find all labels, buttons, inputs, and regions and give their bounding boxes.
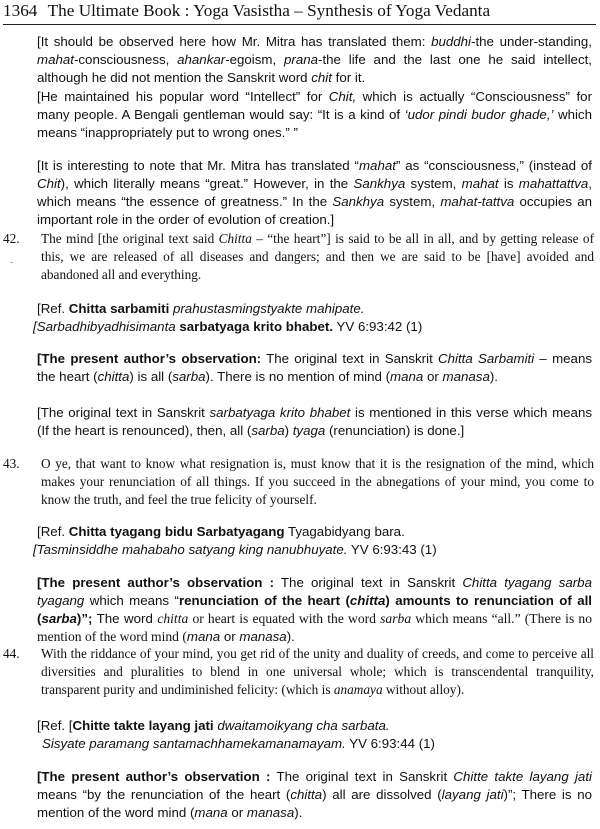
comment-mahat-note bbox=[37, 157, 592, 229]
bold-term: sarbatyaga krito bhabet. bbox=[179, 319, 334, 334]
italic-term: Sankhya bbox=[353, 176, 406, 191]
text: The original text in Sanskrit bbox=[274, 575, 463, 590]
reference-line-2 bbox=[42, 735, 592, 753]
italic-term: mana bbox=[390, 369, 424, 384]
text: The original text in Sanskrit bbox=[261, 351, 439, 366]
text: ) bbox=[284, 423, 293, 438]
italic-term: ‘udor pindi budor ghade,’ bbox=[404, 107, 554, 122]
verse-42 bbox=[0, 230, 600, 290]
text: [Ref. bbox=[37, 524, 69, 539]
text: ) is all ( bbox=[129, 369, 173, 384]
comment-author-observation-44 bbox=[37, 768, 592, 822]
italic-term: mana bbox=[194, 805, 228, 820]
italic-term: sarba bbox=[380, 611, 412, 626]
bold-text: )”; bbox=[76, 611, 93, 626]
text: [The original text in Sanskrit bbox=[37, 405, 210, 420]
italic-term: buddhi bbox=[431, 34, 472, 49]
bold-italic-term: chitta bbox=[349, 593, 386, 608]
text: [He maintained his popular word “Intellect” for bbox=[37, 89, 329, 104]
text: )”; There is no mention of the word mind ( bbox=[37, 787, 592, 820]
italic-term: manasa bbox=[442, 369, 490, 384]
text: ). bbox=[286, 629, 295, 644]
italic-term: mahat bbox=[37, 52, 74, 67]
text: -the life and the last one he said intellect, although he did not mention the Sanskrit word bbox=[37, 52, 592, 85]
text: occupies an important role in the order of evolution of creation.] bbox=[37, 194, 592, 227]
bold-text: ) amounts to renunciation of all ( bbox=[37, 593, 592, 626]
text: which means “all.” (There is no mention of the word mind ( bbox=[37, 611, 592, 644]
reference-line-1 bbox=[37, 523, 592, 541]
italic-term: sarbatyaga krito bhabet bbox=[209, 405, 351, 420]
text: system, bbox=[384, 194, 441, 209]
text: [Ref. [ bbox=[37, 718, 73, 733]
italic-term: tyaga bbox=[292, 423, 326, 438]
running-header bbox=[3, 0, 596, 25]
italic-term: anamaya bbox=[333, 682, 383, 697]
text: or heart is equated with the word bbox=[188, 611, 381, 626]
text: is bbox=[498, 176, 519, 191]
italic-term: manasa bbox=[246, 805, 295, 820]
italic-term: ahankar bbox=[177, 52, 226, 67]
text: or bbox=[423, 369, 443, 384]
text: – “the heart”] is said to be all in all, and by getting release of this, we are released of all diseases and dangers; and then we are said to be [have] avoided and abandoned all and everything. bbox=[41, 231, 595, 282]
text: for it. bbox=[331, 70, 366, 85]
italic-term: [Tasminsiddhe mahabaho satyang king nanubhuyate. bbox=[33, 542, 348, 557]
italic-term: prahustasmingstyakte mahipate. bbox=[169, 301, 365, 316]
text: ). bbox=[294, 805, 303, 820]
bold-term: Chitta tyagang bidu Sarbatyagang bbox=[68, 524, 285, 539]
italic-term: Sisyate paramang santamachhamekamanamayam. bbox=[42, 736, 346, 751]
text: -egoism, bbox=[225, 52, 284, 67]
italic-term: mahattattva bbox=[518, 176, 589, 191]
verse-text: O ye, that want to know what resignation is, must know that it is the resignation of the mind, which makes your renunciation of all things. If you succeed in the abnegations of your mind, you come to know the truth, and feel the true felicity of yourself. bbox=[41, 456, 594, 507]
text: is mentioned in this verse which means (If the heart is renounced), then, all ( bbox=[37, 405, 592, 438]
text: – means the heart ( bbox=[37, 351, 592, 384]
verse-number: 42. bbox=[3, 231, 20, 246]
bold-text: renunciation of the heart ( bbox=[178, 593, 350, 608]
verse-text bbox=[41, 230, 594, 284]
italic-term: Chitte takte layang jati bbox=[453, 769, 592, 784]
italic-term: Chitta bbox=[218, 231, 252, 246]
bold-term: Chitta sarbamiti bbox=[68, 301, 170, 316]
margin-mark bbox=[10, 262, 13, 263]
text: YV 6:93:43 (1) bbox=[347, 542, 437, 557]
italic-term: Chitta tyagang sarba tyagang bbox=[37, 575, 592, 608]
reference-line-2 bbox=[33, 318, 592, 336]
verse-text bbox=[41, 645, 594, 699]
text: or bbox=[227, 805, 247, 820]
reference-line-1 bbox=[37, 300, 592, 318]
text: [It should be observed here how Mr. Mitra has translated them: bbox=[37, 34, 432, 49]
verse-44 bbox=[0, 645, 600, 705]
text: [It is interesting to note that Mr. Mitra has translated “ bbox=[37, 158, 359, 173]
text: , which means “the essence of greatness.” In the bbox=[37, 176, 592, 209]
page-number: 1364 bbox=[3, 1, 38, 20]
text: system, bbox=[405, 176, 462, 191]
text: Tyagabidyang bara. bbox=[284, 524, 405, 539]
italic-term: Chitta Sarbamiti bbox=[438, 351, 535, 366]
comment-translation-note bbox=[37, 33, 592, 87]
bold-heading: [The present author’s observation : bbox=[37, 575, 274, 590]
reference-43 bbox=[33, 523, 592, 559]
italic-term: sarba bbox=[172, 369, 206, 384]
text: -consciousness, bbox=[73, 52, 178, 67]
text: which means “ bbox=[84, 593, 179, 608]
reference-line-2 bbox=[33, 541, 592, 559]
italic-term: [Sarbadhibyadhisimanta bbox=[33, 319, 180, 334]
text: ” as “consciousness,” (instead of bbox=[395, 158, 592, 173]
italic-term: chit bbox=[311, 70, 332, 85]
italic-term: mana bbox=[186, 629, 221, 644]
italic-term: Sankhya bbox=[332, 194, 385, 209]
text: which is actually “Consciousness” for many people. A Bengali gentleman would say: “It is a kind of bbox=[37, 89, 592, 122]
text: which means “inappropriately put to wrong ones.” ” bbox=[37, 107, 592, 140]
text: The word bbox=[92, 611, 158, 626]
comment-author-observation-42 bbox=[37, 350, 592, 386]
comment-intellect-note bbox=[37, 88, 592, 142]
verse-number: 43. bbox=[3, 456, 20, 471]
comment-author-observation-43 bbox=[37, 574, 592, 646]
italic-term: mahat bbox=[461, 176, 499, 191]
text: The original text in Sanskrit bbox=[270, 769, 454, 784]
text: ), which literally means “great.” However, in the bbox=[60, 176, 354, 191]
italic-term: sarba bbox=[251, 423, 285, 438]
text: means “by the renunciation of the heart ( bbox=[37, 787, 291, 802]
text: YV 6:93:42 (1) bbox=[333, 319, 423, 334]
bold-italic-term: sarba bbox=[41, 611, 77, 626]
bold-term: Chitte takte layang jati bbox=[72, 718, 214, 733]
reference-42 bbox=[33, 300, 592, 336]
text: ) all are dissolved ( bbox=[322, 787, 442, 802]
italic-term: Chit, bbox=[328, 89, 357, 104]
verse-43 bbox=[0, 455, 600, 515]
text: [Ref. bbox=[37, 301, 69, 316]
italic-term: chitta bbox=[290, 787, 323, 802]
text: ). There is no mention of mind ( bbox=[205, 369, 391, 384]
verse-number: 44. bbox=[3, 646, 20, 661]
italic-term: prana bbox=[284, 52, 319, 67]
italic-term: mahat bbox=[358, 158, 396, 173]
italic-term: chitta bbox=[157, 611, 189, 626]
bold-heading: [The present author’s observation : bbox=[37, 769, 271, 784]
italic-term: layang jati bbox=[441, 787, 504, 802]
italic-term: manasa bbox=[239, 629, 287, 644]
book-title: The Ultimate Book : Yoga Vasistha – Synthesis of Yoga Vedanta bbox=[47, 1, 491, 20]
text: or bbox=[220, 629, 240, 644]
reference-line-1 bbox=[37, 717, 592, 735]
text: without alloy). bbox=[382, 682, 465, 697]
text: (renunciation) is done.] bbox=[325, 423, 465, 438]
text: YV 6:93:44 (1) bbox=[345, 736, 435, 751]
italic-term: mahat-tattva bbox=[440, 194, 515, 209]
comment-sarbatyaga-note bbox=[37, 404, 592, 440]
reference-44 bbox=[37, 717, 592, 753]
italic-term: chitta bbox=[97, 369, 130, 384]
italic-term: dwaitamoikyang cha sarbata. bbox=[213, 718, 390, 733]
text: The mind [the original text said bbox=[41, 231, 219, 246]
text: -the under-standing, bbox=[471, 34, 592, 49]
bold-heading: [The present author’s observation: bbox=[37, 351, 262, 366]
italic-term: Chit bbox=[37, 176, 61, 191]
text: With the riddance of your mind, you get rid of the unity and duality of creeds, and come to perceive all diversities and pluralities to blend in one universal whole; which is transcendental tranquility, transparent purity and undiminished felicity: (which is bbox=[41, 646, 594, 697]
text: ). bbox=[489, 369, 498, 384]
